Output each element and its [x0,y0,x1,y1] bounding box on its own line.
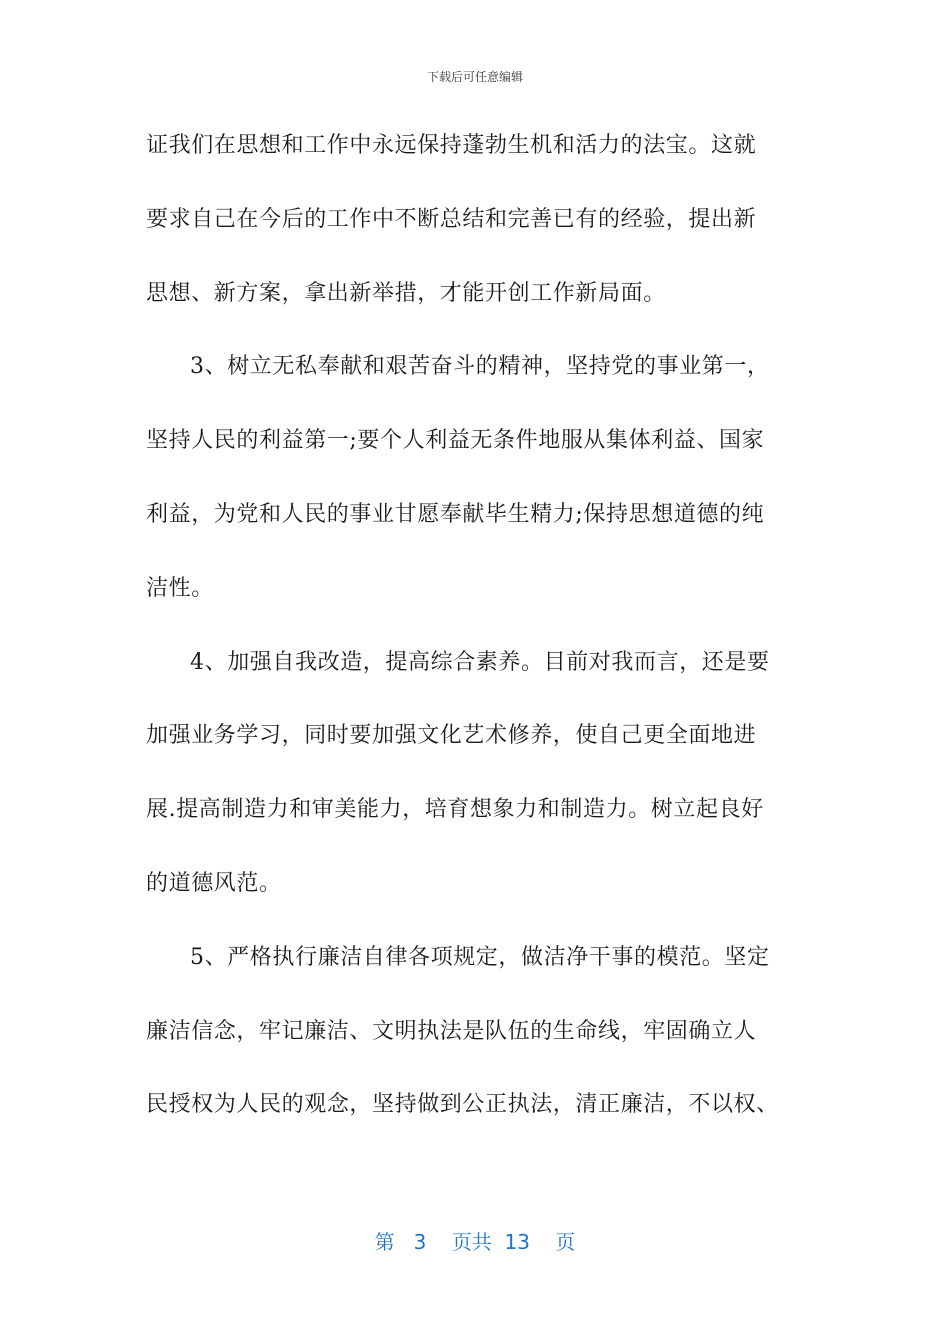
paragraph-line: 4、加强自我改造，提高综合素养。目前对我而言，还是要 [190,649,770,675]
paragraph-line: 5、严格执行廉洁自律各项规定，做洁净干事的模范。坚定 [190,944,770,970]
header-note: 下载后可任意编辑 [426,70,523,84]
paragraph-line: 民授权为人民的观念，坚持做到公正执法，清正廉洁，不以权、 [146,1092,779,1118]
paragraph-line: 加强业务学习，同时要加强文化艺术修养，使自己更全面地进 [146,723,757,749]
paragraph-line: 要求自己在今后的工作中不断总结和完善已有的经验，提出新 [146,206,757,232]
current-page-number: 3 [413,1230,427,1254]
paragraph-line: 利益，为党和人民的事业甘愿奉献毕生精力;保持思想道德的纯 [146,501,765,527]
paragraph-line: 坚持人民的利益第一;要个人利益无条件地服从集体利益、国家 [146,428,765,454]
page-footer [0,1226,950,1255]
footer-suffix: 页 [555,1230,576,1254]
footer-prefix: 第 [374,1230,395,1254]
paragraph-line: 洁性。 [146,575,214,601]
paragraph-line: 廉洁信念，牢记廉洁、文明执法是队伍的生命线，牢固确立人 [146,1018,757,1044]
total-pages-number: 13 [504,1230,530,1254]
paragraph-line: 的道德风范。 [146,870,282,896]
footer-middle: 页共 [451,1230,492,1254]
paragraph-line: 3、树立无私奉献和艰苦奋斗的精神，坚持党的事业第一， [190,354,770,380]
document-body [146,126,806,1159]
paragraph-line: 证我们在思想和工作中永远保持蓬勃生机和活力的法宝。这就 [146,133,757,158]
paragraph-line: 展.提高制造力和审美能力，培育想象力和制造力。树立起良好 [146,797,764,823]
paragraph-line: 思想、新方案，拿出新举措，才能开创工作新局面。 [146,280,666,306]
